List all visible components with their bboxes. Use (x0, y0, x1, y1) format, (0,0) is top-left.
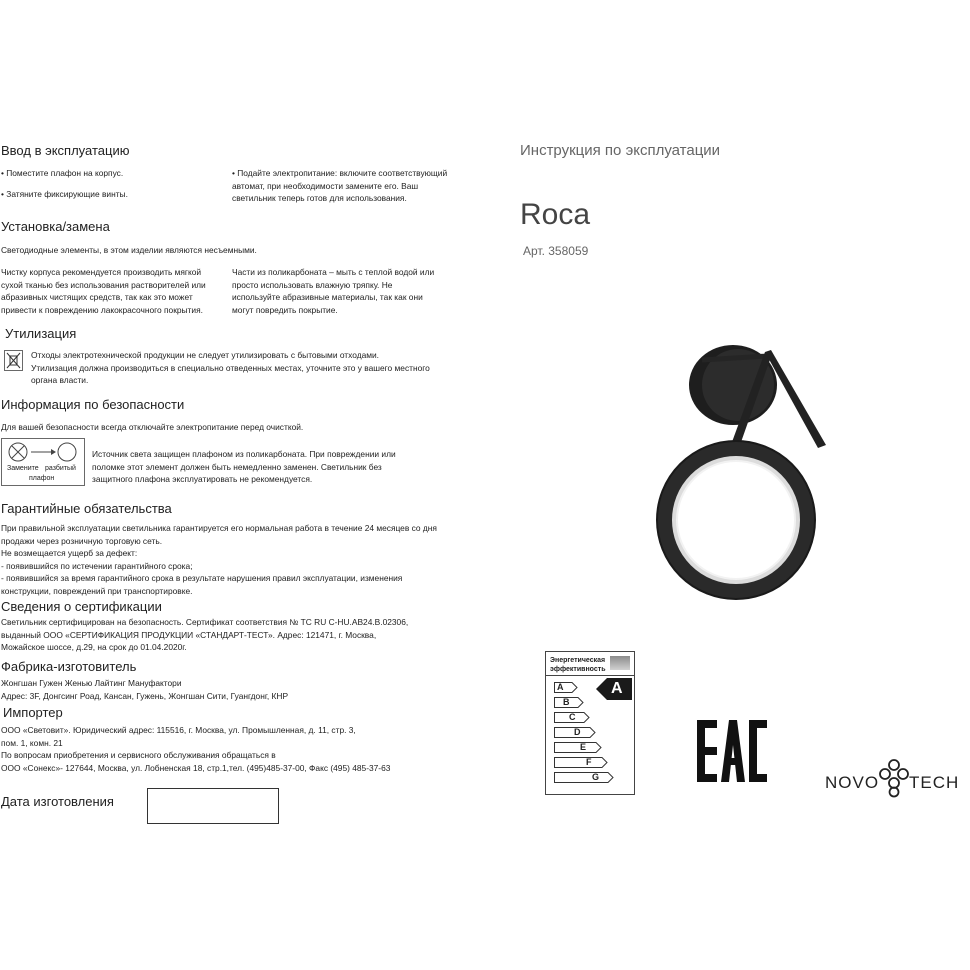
safety-line: поломке этот элемент должен быть немедленно заменен. Светильник без (92, 461, 382, 472)
energy-label-title-line: Энергетическая (550, 657, 606, 664)
safety-line: Источник света защищен плафоном из поликарбоната. При повреждении или (92, 449, 396, 459)
install-line: используйте абразивные материалы, так как они (232, 292, 423, 303)
warranty-line: При правильной эксплуатации светильника гарантируется его нормальная работа в течение 24 месяцев со дня (1, 523, 437, 533)
cover-header: Инструкция по эксплуатации (520, 142, 721, 159)
install-line: сухой тканью без использования растворителей или (1, 279, 206, 290)
energy-class-letter: B (563, 697, 570, 707)
manufacturer-text (1, 677, 288, 702)
disposal-line: Утилизация должна производиться в специально отведенных местах, уточните это у вашего местного (31, 362, 430, 373)
disposal-line: Отходы электротехнической продукции не следует утилизировать с бытовыми отходами. (31, 350, 380, 360)
energy-class-letter: E (580, 742, 587, 752)
energy-class-a (554, 682, 578, 693)
energy-class-letter: F (586, 757, 592, 767)
energy-class-g (554, 772, 614, 783)
importer-line: ООО «Световит». Юридический адрес: 115516, г. Москва, ул. Промышленная, д. 11, стр. 3, (1, 725, 356, 735)
energy-class-e (554, 742, 602, 753)
energy-label-title (550, 656, 606, 674)
install-line: могут повредить покрытие. (232, 304, 338, 315)
disposal-title: Утилизация (5, 326, 77, 341)
warranty-line: - появившийся за время гарантийного срока в результате нарушения правил эксплуатации, изменения (1, 573, 403, 584)
certification-line: выданный ООО «СЕРТИФИКАЦИЯ ПРОДУКЦИИ «СТАНДАРТ-ТЕСТ». Адрес: 121471, г. Москва, (1, 629, 377, 640)
commissioning-item: • Затяните фиксирующие винты. (1, 188, 128, 199)
certification-title: Сведения о сертификации (1, 599, 162, 614)
install-line: просто использовать влажную тряпку. Не (232, 279, 393, 290)
article-number: Арт. 358059 (523, 244, 589, 258)
certification-line: Светильник сертифицирован на безопасность. Сертификат соответствия № ТС RU C-HU.AB24.B.02306, (1, 617, 409, 627)
crossed-bin-icon (4, 350, 23, 371)
commissioning-col2 (232, 167, 447, 205)
install-line: абразивных чистящих средств, так как это может (1, 292, 193, 303)
importer-line: По вопросам приобретения и сервисного обслуживания обращаться в (1, 750, 276, 761)
energy-class-letter: G (592, 772, 600, 782)
install-col2 (232, 266, 434, 316)
importer-text (1, 724, 390, 774)
icon-label-replace: Замените (7, 465, 39, 472)
importer-title: Импортер (3, 705, 63, 720)
install-line: Части из поликарбоната – мыть с теплой водой или (232, 267, 435, 277)
eac-text (697, 720, 699, 721)
manufacture-date-field (147, 788, 279, 824)
commissioning-line: • Подайте электропитание: включите соответствующий (232, 168, 448, 178)
install-intro: Светодиодные элементы, в этом изделии являются несъемными. (1, 245, 257, 255)
energy-class-f (554, 757, 608, 768)
novotech-logo (825, 755, 970, 799)
commissioning-line: автомат, при необходимости замените его. Ваш (232, 180, 419, 191)
manufacturer-line: Жонгшан Гужен Женью Лайтинг Мануфактори (1, 678, 182, 688)
certification-line: Можайское шоссе, д.29, на срок до 01.04.2020г. (1, 642, 187, 653)
warranty-title: Гарантийные обязательства (1, 501, 172, 516)
safety-line: защитного плафона эксплуатировать не рекомендуется. (92, 474, 313, 485)
install-line: привести к повреждению лакокрасочного покрытия. (1, 304, 203, 315)
disposal-line: органа власти. (31, 375, 89, 386)
safety-title: Информация по безопасности (1, 397, 185, 412)
manufacture-date-label: Дата изготовления (1, 794, 114, 809)
install-line: Чистку корпуса рекомендуется производить мягкой (1, 267, 202, 277)
commissioning-item: • Поместите плафон на корпус. (1, 168, 124, 178)
manufacturer-line: Адрес: 3F, Донгсинг Роад, Кансан, Гужень, Жонгшан Сити, Гуангдонг, КНР (1, 690, 289, 701)
certification-text (1, 616, 408, 654)
commissioning-title: Ввод в эксплуатацию (1, 143, 130, 158)
warranty-text (1, 522, 437, 598)
icon-label-shade: плафон (29, 475, 55, 482)
importer-line: пом. 1, комн. 21 (1, 737, 63, 748)
energy-rating-arrow (596, 678, 632, 700)
energy-label-title-line: эффективность (550, 666, 606, 673)
replace-shade-icon (1, 438, 85, 486)
manufacturer-title: Фабрика-изготовитель (1, 659, 137, 674)
warranty-line: - появившийся по истечении гарантийного срока; (1, 560, 193, 571)
energy-class-letter: A (557, 682, 564, 692)
energy-class-b (554, 697, 584, 708)
svg-text:TECH: TECH (909, 773, 960, 792)
install-col1 (1, 266, 206, 316)
brand-text (825, 755, 831, 756)
energy-class-letter: C (569, 712, 576, 722)
warranty-line: конструкции, повреждений при транспортировке. (1, 585, 193, 596)
install-title: Установка/замена (1, 219, 110, 234)
warranty-line: Не возмещается ущерб за дефект: (1, 548, 138, 559)
svg-text:NOVO: NOVO (825, 773, 880, 792)
commissioning-col1 (1, 167, 128, 200)
eac-mark (697, 720, 767, 782)
energy-label-divider (546, 675, 634, 676)
energy-class-d (554, 727, 596, 738)
safety-text (92, 448, 396, 486)
energy-rating-value: A (611, 680, 623, 697)
importer-line: ООО «Сонекс»- 127644, Москва, ул. Лобненская 18, стр.1,тел. (495)485-37-00, Факс (495) 485-37-63 (1, 762, 391, 773)
commissioning-line: светильник теперь готов для использования. (232, 193, 407, 204)
energy-label (545, 651, 635, 795)
product-photo (640, 330, 970, 640)
product-name: Roca (520, 198, 591, 231)
warranty-line: продажи через розничную торговую сеть. (1, 535, 163, 546)
icon-label-broken: разбитый (45, 465, 76, 472)
safety-intro: Для вашей безопасности всегда отключайте электропитание перед очисткой. (1, 422, 304, 432)
energy-label-scale-swatch (610, 656, 630, 670)
energy-class-letter: D (574, 727, 581, 737)
disposal-text (31, 349, 430, 387)
energy-class-c (554, 712, 590, 723)
